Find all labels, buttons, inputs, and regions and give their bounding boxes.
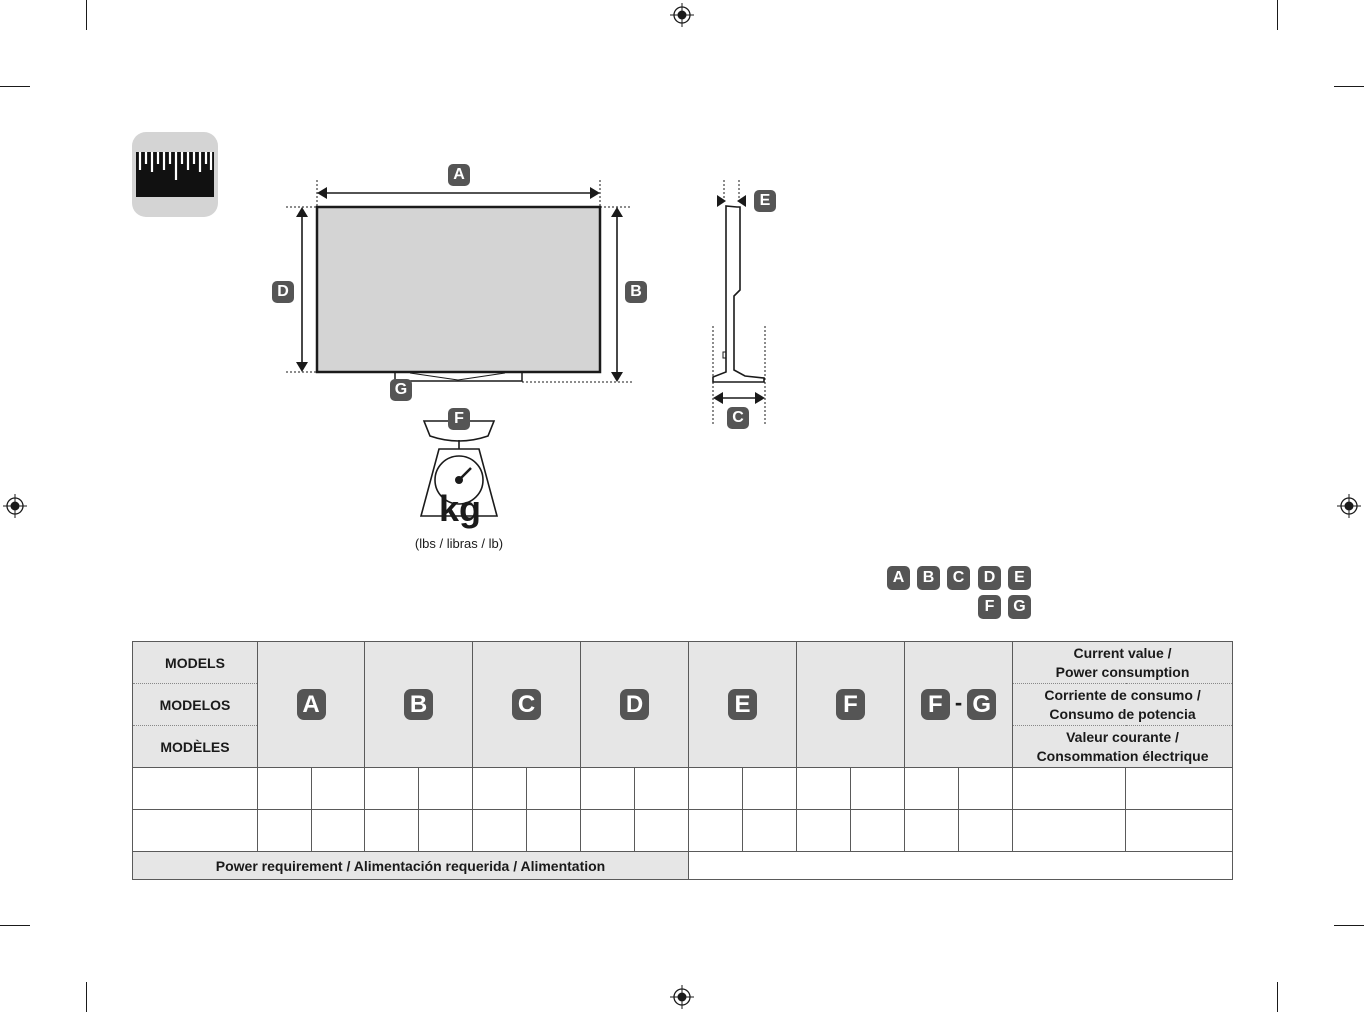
table-cell bbox=[689, 810, 743, 852]
table-cell bbox=[581, 768, 635, 810]
header-fg-left-label: F bbox=[921, 689, 950, 720]
table-cell bbox=[1013, 810, 1126, 852]
table-row bbox=[133, 810, 1233, 852]
header-e-label: E bbox=[728, 689, 757, 720]
table-cell bbox=[312, 810, 365, 852]
legend-g: G bbox=[1008, 595, 1031, 619]
table-cell bbox=[1126, 768, 1233, 810]
models-label-en: MODELS bbox=[133, 642, 258, 684]
power-requirement-value bbox=[689, 852, 1233, 880]
weight-unit: kg bbox=[438, 488, 481, 529]
legend-f: F bbox=[978, 595, 1001, 619]
power-consumption-label-fr bbox=[1013, 726, 1233, 768]
table-cell bbox=[527, 810, 581, 852]
table-cell bbox=[258, 810, 312, 852]
table-cell bbox=[797, 768, 851, 810]
table-cell bbox=[851, 768, 905, 810]
header-a bbox=[258, 642, 365, 768]
table-cell bbox=[959, 768, 1013, 810]
specification-table bbox=[132, 641, 1233, 880]
tv-front-panel bbox=[317, 207, 600, 372]
label-c: C bbox=[727, 407, 749, 429]
power-consumption-fr-line2: Consommation électrique bbox=[1036, 747, 1209, 764]
table-cell bbox=[851, 810, 905, 852]
header-b bbox=[365, 642, 473, 768]
table-cell bbox=[1013, 768, 1126, 810]
weight-alt-units: (lbs / libras / lb) bbox=[414, 536, 504, 551]
header-c bbox=[473, 642, 581, 768]
power-requirement-row bbox=[133, 852, 1233, 880]
table-cell bbox=[133, 768, 258, 810]
header-d-label: D bbox=[620, 689, 649, 720]
table-cell bbox=[635, 768, 689, 810]
power-consumption-label-es bbox=[1013, 684, 1233, 726]
table-cell bbox=[635, 810, 689, 852]
power-consumption-en-line1: Current value / bbox=[1073, 644, 1172, 661]
table-cell bbox=[473, 768, 527, 810]
header-f-label: F bbox=[836, 689, 865, 720]
table-cell bbox=[365, 768, 419, 810]
table-header-row bbox=[133, 642, 1233, 684]
table-cell bbox=[258, 768, 312, 810]
table-cell bbox=[743, 810, 797, 852]
legend-b: B bbox=[917, 566, 940, 590]
label-e: E bbox=[754, 190, 776, 212]
table-cell bbox=[959, 810, 1013, 852]
table-cell bbox=[905, 810, 959, 852]
table-cell bbox=[797, 810, 851, 852]
table-cell bbox=[905, 768, 959, 810]
header-fg-dash: - bbox=[954, 690, 963, 715]
legend-d: D bbox=[978, 566, 1001, 590]
label-d: D bbox=[272, 281, 294, 303]
table-cell bbox=[419, 768, 473, 810]
header-b-label: B bbox=[404, 689, 433, 720]
power-consumption-es-line2: Consumo de potencia bbox=[1049, 705, 1196, 722]
header-f bbox=[797, 642, 905, 768]
power-consumption-es-line1: Corriente de consumo / bbox=[1044, 686, 1201, 703]
header-e bbox=[689, 642, 797, 768]
models-label-es: MODELOS bbox=[133, 684, 258, 726]
table-cell bbox=[473, 810, 527, 852]
legend-a: A bbox=[887, 566, 910, 590]
legend-c: C bbox=[947, 566, 970, 590]
table-row bbox=[133, 768, 1233, 810]
label-a: A bbox=[448, 164, 470, 186]
dimension-arrow-c bbox=[713, 392, 765, 404]
header-a-label: A bbox=[297, 689, 326, 720]
power-consumption-fr-line1: Valeur courante / bbox=[1066, 728, 1179, 745]
header-d bbox=[581, 642, 689, 768]
table-cell bbox=[365, 810, 419, 852]
label-f: F bbox=[448, 408, 470, 430]
dimension-arrow-e bbox=[717, 195, 746, 207]
legend-e: E bbox=[1008, 566, 1031, 590]
header-c-label: C bbox=[512, 689, 541, 720]
table-cell bbox=[419, 810, 473, 852]
table-cell bbox=[527, 768, 581, 810]
power-consumption-en-line2: Power consumption bbox=[1055, 663, 1190, 680]
power-requirement-label: Power requirement / Alimentación requerida / Alimentation bbox=[133, 852, 689, 880]
table-cell bbox=[133, 810, 258, 852]
header-fg-right-label: G bbox=[967, 689, 996, 720]
table-cell bbox=[743, 768, 797, 810]
models-label-fr: MODÈLES bbox=[133, 726, 258, 768]
label-g: G bbox=[390, 379, 412, 401]
table-cell bbox=[689, 768, 743, 810]
tv-side-view bbox=[713, 180, 765, 426]
header-f-g bbox=[905, 642, 1013, 768]
power-consumption-label-en bbox=[1013, 642, 1233, 684]
table-cell bbox=[581, 810, 635, 852]
table-cell bbox=[1126, 810, 1233, 852]
table-cell bbox=[312, 768, 365, 810]
label-b: B bbox=[625, 281, 647, 303]
